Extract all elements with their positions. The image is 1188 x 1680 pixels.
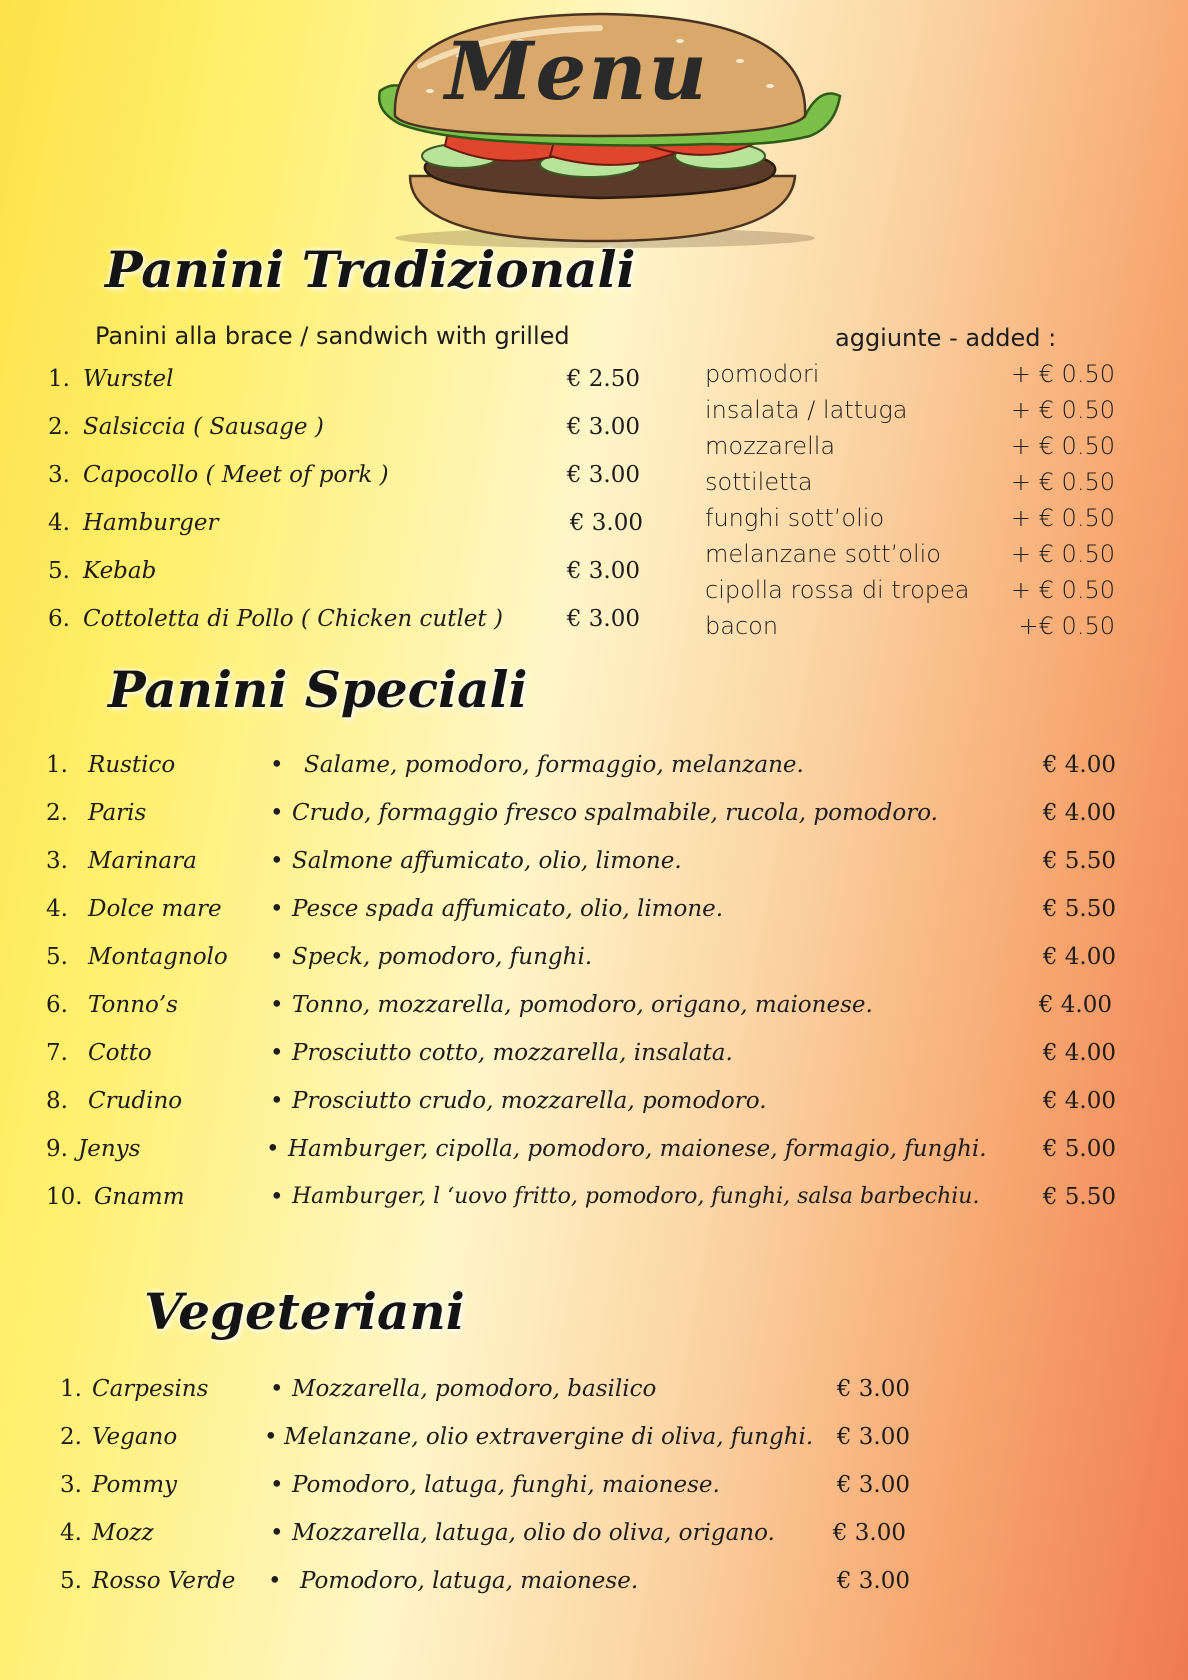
item-number: 3. — [48, 462, 70, 488]
bullet-icon: • — [270, 1088, 284, 1114]
item-price: € 3.00 — [566, 606, 640, 632]
addon-name: mozzarella — [705, 432, 836, 460]
item-name: Mozz — [92, 1520, 154, 1546]
item-number: 2. — [48, 414, 70, 440]
bullet-icon: • — [270, 848, 284, 874]
item-description: Speck, pomodoro, funghi. — [292, 944, 593, 970]
item-price: € 3.00 — [836, 1376, 910, 1402]
item-price: € 5.50 — [1042, 848, 1116, 874]
bullet-icon: • — [270, 1520, 284, 1546]
tradizionali-title: Panini Tradizionali — [105, 240, 636, 299]
item-number: 1. — [60, 1376, 82, 1402]
addon-price: + € 0.50 — [1010, 504, 1115, 532]
bullet-icon: • — [268, 1568, 282, 1594]
item-number: 8. — [46, 1088, 68, 1114]
item-number: 6. — [48, 606, 70, 632]
addon-name: insalata / lattuga — [705, 396, 908, 424]
item-price: € 2.50 — [566, 366, 640, 392]
item-number: 2. — [60, 1424, 82, 1450]
item-name: Cottoletta di Pollo ( Chicken cutlet ) — [83, 606, 503, 632]
item-price: € 5.50 — [1042, 1184, 1116, 1210]
item-description: Prosciutto cotto, mozzarella, insalata. — [292, 1040, 733, 1066]
addon-name: sottiletta — [705, 468, 813, 496]
addon-price: + € 0.50 — [1010, 540, 1115, 568]
item-name: Dolce mare — [88, 896, 222, 922]
item-name: Kebab — [83, 558, 157, 584]
item-name: Cotto — [88, 1040, 152, 1066]
addon-price: + € 0.50 — [1010, 468, 1115, 496]
item-name: Gnamm — [94, 1184, 185, 1210]
item-description: Mozzarella, pomodoro, basilico — [292, 1376, 657, 1402]
addon-item — [705, 468, 1115, 496]
item-description: Salame, pomodoro, formaggio, melanzane. — [304, 752, 804, 778]
bullet-icon: • — [270, 752, 284, 778]
bullet-icon: • — [266, 1136, 280, 1162]
item-price: € 3.00 — [832, 1520, 906, 1546]
bullet-icon: • — [270, 1040, 284, 1066]
bullet-icon: • — [264, 1424, 278, 1450]
addon-item — [705, 540, 1115, 568]
item-description: Hamburger, cipolla, pomodoro, maionese, formagio, funghi. — [288, 1136, 987, 1162]
item-number: 1. — [46, 752, 68, 778]
aggiunte-title: aggiunte - added : — [835, 324, 1057, 352]
item-price: € 4.00 — [1042, 800, 1116, 826]
item-number: 6. — [46, 992, 68, 1018]
burger-illustration — [350, 6, 850, 251]
item-name: Vegano — [92, 1424, 178, 1450]
item-number: 5. — [46, 944, 68, 970]
item-name: Capocollo ( Meet of pork ) — [83, 462, 389, 488]
item-description: Prosciutto crudo, mozzarella, pomodoro. — [292, 1088, 767, 1114]
item-price: € 4.00 — [1042, 1040, 1116, 1066]
item-name: Paris — [88, 800, 147, 826]
item-number: 2. — [46, 800, 68, 826]
item-name: Salsiccia ( Sausage ) — [83, 414, 324, 440]
bullet-icon: • — [270, 944, 284, 970]
addon-item — [705, 360, 1115, 388]
item-name: Wurstel — [83, 366, 174, 392]
item-description: Crudo, formaggio fresco spalmabile, rucola, pomodoro. — [292, 800, 938, 826]
bullet-icon: • — [270, 1376, 284, 1402]
item-name: Hamburger — [83, 510, 219, 536]
item-name: Pommy — [92, 1472, 178, 1498]
item-number: 5. — [48, 558, 70, 584]
item-price: € 3.00 — [569, 510, 643, 536]
item-number: 10. — [46, 1184, 83, 1210]
addon-price: +€ 0.50 — [1018, 612, 1115, 640]
item-name: Tonno’s — [88, 992, 178, 1018]
addon-item — [705, 504, 1115, 532]
item-description: Pomodoro, latuga, funghi, maionese. — [292, 1472, 720, 1498]
speciali-title: Panini Speciali — [108, 660, 528, 719]
item-price: € 3.00 — [566, 414, 640, 440]
item-description: Melanzane, olio extravergine di oliva, funghi. — [284, 1424, 814, 1450]
addon-item — [705, 432, 1115, 460]
addon-price: + € 0.50 — [1010, 396, 1115, 424]
item-price: € 4.00 — [1042, 944, 1116, 970]
bullet-icon: • — [270, 992, 284, 1018]
addon-item — [705, 576, 1115, 604]
item-name: Carpesins — [92, 1376, 209, 1402]
bullet-icon: • — [270, 896, 284, 922]
item-name: Jenys — [78, 1136, 141, 1162]
menu-title: Menu — [445, 24, 709, 118]
item-price: € 5.00 — [1042, 1136, 1116, 1162]
item-price: € 4.00 — [1042, 1088, 1116, 1114]
addon-name: melanzane sott’olio — [705, 540, 941, 568]
bullet-icon: • — [270, 1184, 284, 1210]
item-name: Rustico — [88, 752, 176, 778]
addon-name: bacon — [705, 612, 779, 640]
item-description: Salmone affumicato, olio, limone. — [292, 848, 682, 874]
item-name: Marinara — [88, 848, 197, 874]
tradizionali-subtitle: Panini alla brace / sandwich with grilled — [95, 322, 570, 350]
bullet-icon: • — [270, 800, 284, 826]
item-number: 7. — [46, 1040, 68, 1066]
addon-item — [705, 396, 1115, 424]
item-description: Pesce spada affumicato, olio, limone. — [292, 896, 724, 922]
item-number: 9. — [46, 1136, 68, 1162]
addon-price: + € 0.50 — [1010, 432, 1115, 460]
vegeteriani-title: Vegeteriani — [144, 1282, 465, 1341]
addon-price: + € 0.50 — [1010, 576, 1115, 604]
addon-name: pomodori — [705, 360, 820, 388]
bullet-icon: • — [270, 1472, 284, 1498]
item-description: Tonno, mozzarella, pomodoro, origano, maionese. — [292, 992, 873, 1018]
addon-price: + € 0.50 — [1010, 360, 1115, 388]
item-price: € 3.00 — [836, 1424, 910, 1450]
item-number: 5. — [60, 1568, 82, 1594]
item-number: 4. — [60, 1520, 82, 1546]
item-number: 3. — [46, 848, 68, 874]
item-description: Pomodoro, latuga, maionese. — [300, 1568, 639, 1594]
item-price: € 4.00 — [1042, 752, 1116, 778]
item-description: Mozzarella, latuga, olio do oliva, origano. — [292, 1520, 775, 1546]
item-price: € 3.00 — [836, 1568, 910, 1594]
item-description: Hamburger, l ‘uovo fritto, pomodoro, funghi, salsa barbechiu. — [292, 1184, 980, 1209]
item-price: € 3.00 — [566, 558, 640, 584]
item-price: € 5.50 — [1042, 896, 1116, 922]
item-number: 4. — [48, 510, 70, 536]
item-price: € 4.00 — [1038, 992, 1112, 1018]
item-number: 3. — [60, 1472, 82, 1498]
item-number: 1. — [48, 366, 70, 392]
item-price: € 3.00 — [566, 462, 640, 488]
item-number: 4. — [46, 896, 68, 922]
addon-name: funghi sott’olio — [705, 504, 885, 532]
addon-name: cipolla rossa di tropea — [705, 576, 970, 604]
item-price: € 3.00 — [836, 1472, 910, 1498]
item-name: Montagnolo — [88, 944, 228, 970]
item-name: Rosso Verde — [92, 1568, 236, 1594]
item-name: Crudino — [88, 1088, 183, 1114]
addon-item — [705, 612, 1115, 640]
